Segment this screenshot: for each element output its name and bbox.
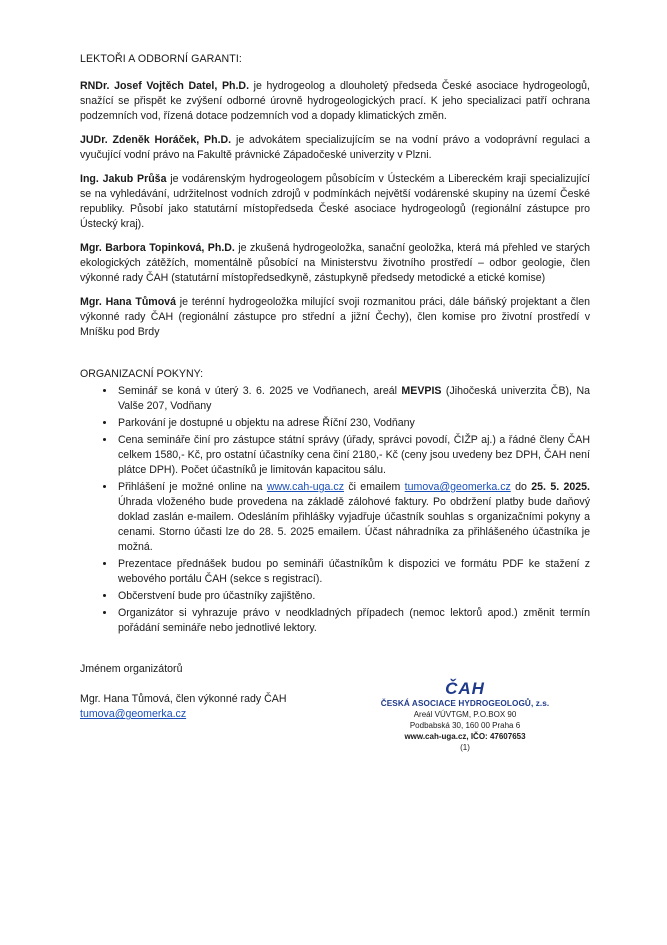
list-item (116, 480, 590, 555)
list-item: • Občerstvení bude pro účastníky zajištěno. (116, 589, 590, 604)
item-text: Úhrada vloženého bude provedena na základě zálohové faktury. Po obdržení platby bude daňový doklad zaslán e-mailem. Odesláním přihlášky vyjadřuje účastník souhlas s organizačními pokyny a cenami. Storno účasti lze do 28. 5. 2025 emailem. Účast náhradníka za přihlášeného účastníka je možná. (118, 496, 590, 553)
signature-intro: Jménem organizátorů (80, 663, 183, 675)
lecturer-name: Ing. Jakub Průša (80, 173, 167, 185)
deadline-date: 25. 5. 2025. (531, 481, 590, 493)
lecturer-bio: je zkušená hydrogeoložka, sanační geoložka, která má přehled ve starých ekologických zátěžích, momentálně působící na Ministerstvu životního prostředí – odbor geologie, člen výkonné rady ČAH (statutární místopředsedkyně, zástupkyně předsedy metodické a etické komise) (80, 242, 590, 284)
lecturer-bio: je hydrogeolog a dlouholetý předseda České asociace hydrogeologů, snažící se přispět ke zvýšení odborné úrovně hydrogeologických prací. K jeho specializaci patří ochrana podzemních vod, řízená dotace podzemních vod a dopady klimatických změn. (80, 80, 590, 122)
address-line: Podbabská 30, 160 00 Praha 6 (409, 721, 521, 730)
venue-name: MEVPIS (401, 385, 442, 397)
lecturer-paragraph (80, 133, 590, 163)
list-item: • Prezentace přednášek budou po semináři účastníkům k dispozici ve formátu PDF ke stažení z webového portálu ČAH (sekce s registrací). (116, 557, 590, 587)
lecturer-paragraph (80, 172, 590, 232)
item-text: či emailem (344, 481, 405, 493)
lecturer-name: Mgr. Barbora Topinková, Ph.D. (80, 242, 235, 254)
lecturer-name: JUDr. Zdeněk Horáček, Ph.D. (80, 134, 232, 146)
website-link[interactable]: www.cah-uga.cz (266, 481, 344, 493)
page-number: (1) (460, 743, 470, 752)
organization-name: ČESKÁ ASOCIACE HYDROGEOLOGŮ, z.s. (380, 699, 550, 708)
item-text: (Jihočeská univerzita ČB), Na Valše 207, Vodňany (118, 385, 590, 412)
list-item: • Cena semináře činí pro zástupce státní správy (úřady, správci povodí, ČIŽP aj.) a řádné členy ČAH celkem 1580,- Kč, pro ostatní účastníky cena činí 2180,- Kč (ceny jsou uvedeny bez DPH, ČAH není plátce DPH). Počet účastníků je limitován kapacitou sálu. (116, 433, 590, 478)
lecturer-paragraph (80, 295, 590, 340)
lecturer-paragraph (80, 241, 590, 286)
list-item (116, 384, 590, 414)
item-text: Seminář se koná v úterý 3. 6. 2025 ve Vodňanech, areál (118, 385, 402, 397)
signature-name: Mgr. Hana Tůmová, člen výkonné rady ČAH (80, 693, 287, 705)
organization-logo-block (370, 680, 560, 753)
document-body (80, 52, 590, 638)
lecturers-heading: LEKTOŘI A ODBORNÍ GARANTI: (80, 53, 242, 65)
lecturer-name: RNDr. Josef Vojtěch Datel, Ph.D. (80, 80, 250, 92)
item-text: do (510, 481, 532, 493)
signature-block (80, 662, 286, 722)
cah-logo: ČAH (445, 679, 485, 698)
org-heading: ORGANIZACNÍ POKYNY: (80, 368, 204, 380)
lecturer-bio: je advokátem specializujícím se na vodní právo a vodoprávní regulaci a vyučující vodní právo na Fakultě právnické Západočeské univerzity v Plzni. (80, 134, 591, 161)
org-list (80, 384, 590, 636)
list-item: • Organizátor si vyhrazuje právo v neodkladných případech (nemoc lektorů apod.) změnit termín pořádání semináře nebo jednotlivé lektory. (116, 606, 590, 636)
list-item: • Parkování je dostupné u objektu na adrese Říční 230, Vodňany (116, 416, 590, 431)
lecturer-bio: je vodárenským hydrogeologem působícím v Ústeckém a Libereckém kraji specializující se na vyhledávání, udržitelnost vodních zdrojů v podmínkách největší vodárenské skupiny na území České republiky. Působí jako statutární místopředseda České asociace hydrogeologů (regionální zástupce pro Ústecký kraj). (80, 173, 590, 230)
lecturer-bio: je terénní hydrogeoložka milující svoji rozmanitou práci, dále báňský projektant a člen výkonné rady ČAH (regionální zástupce pro střední a jižní Čechy), člen komise pro životní prostředí v Mníšku pod Brdy (80, 296, 591, 338)
lecturer-paragraph (80, 79, 590, 124)
signature-email-link[interactable]: tumova@geomerka.cz (80, 708, 187, 720)
lecturer-name: Mgr. Hana Tůmová (80, 296, 176, 308)
website-ico-line: www.cah-uga.cz, IČO: 47607653 (404, 732, 526, 741)
address-line: Areál VÚVTGM, P.O.BOX 90 (413, 710, 517, 719)
email-link[interactable]: tumova@geomerka.cz (404, 481, 511, 493)
item-text: Přihlášení je možné online na (118, 481, 267, 493)
